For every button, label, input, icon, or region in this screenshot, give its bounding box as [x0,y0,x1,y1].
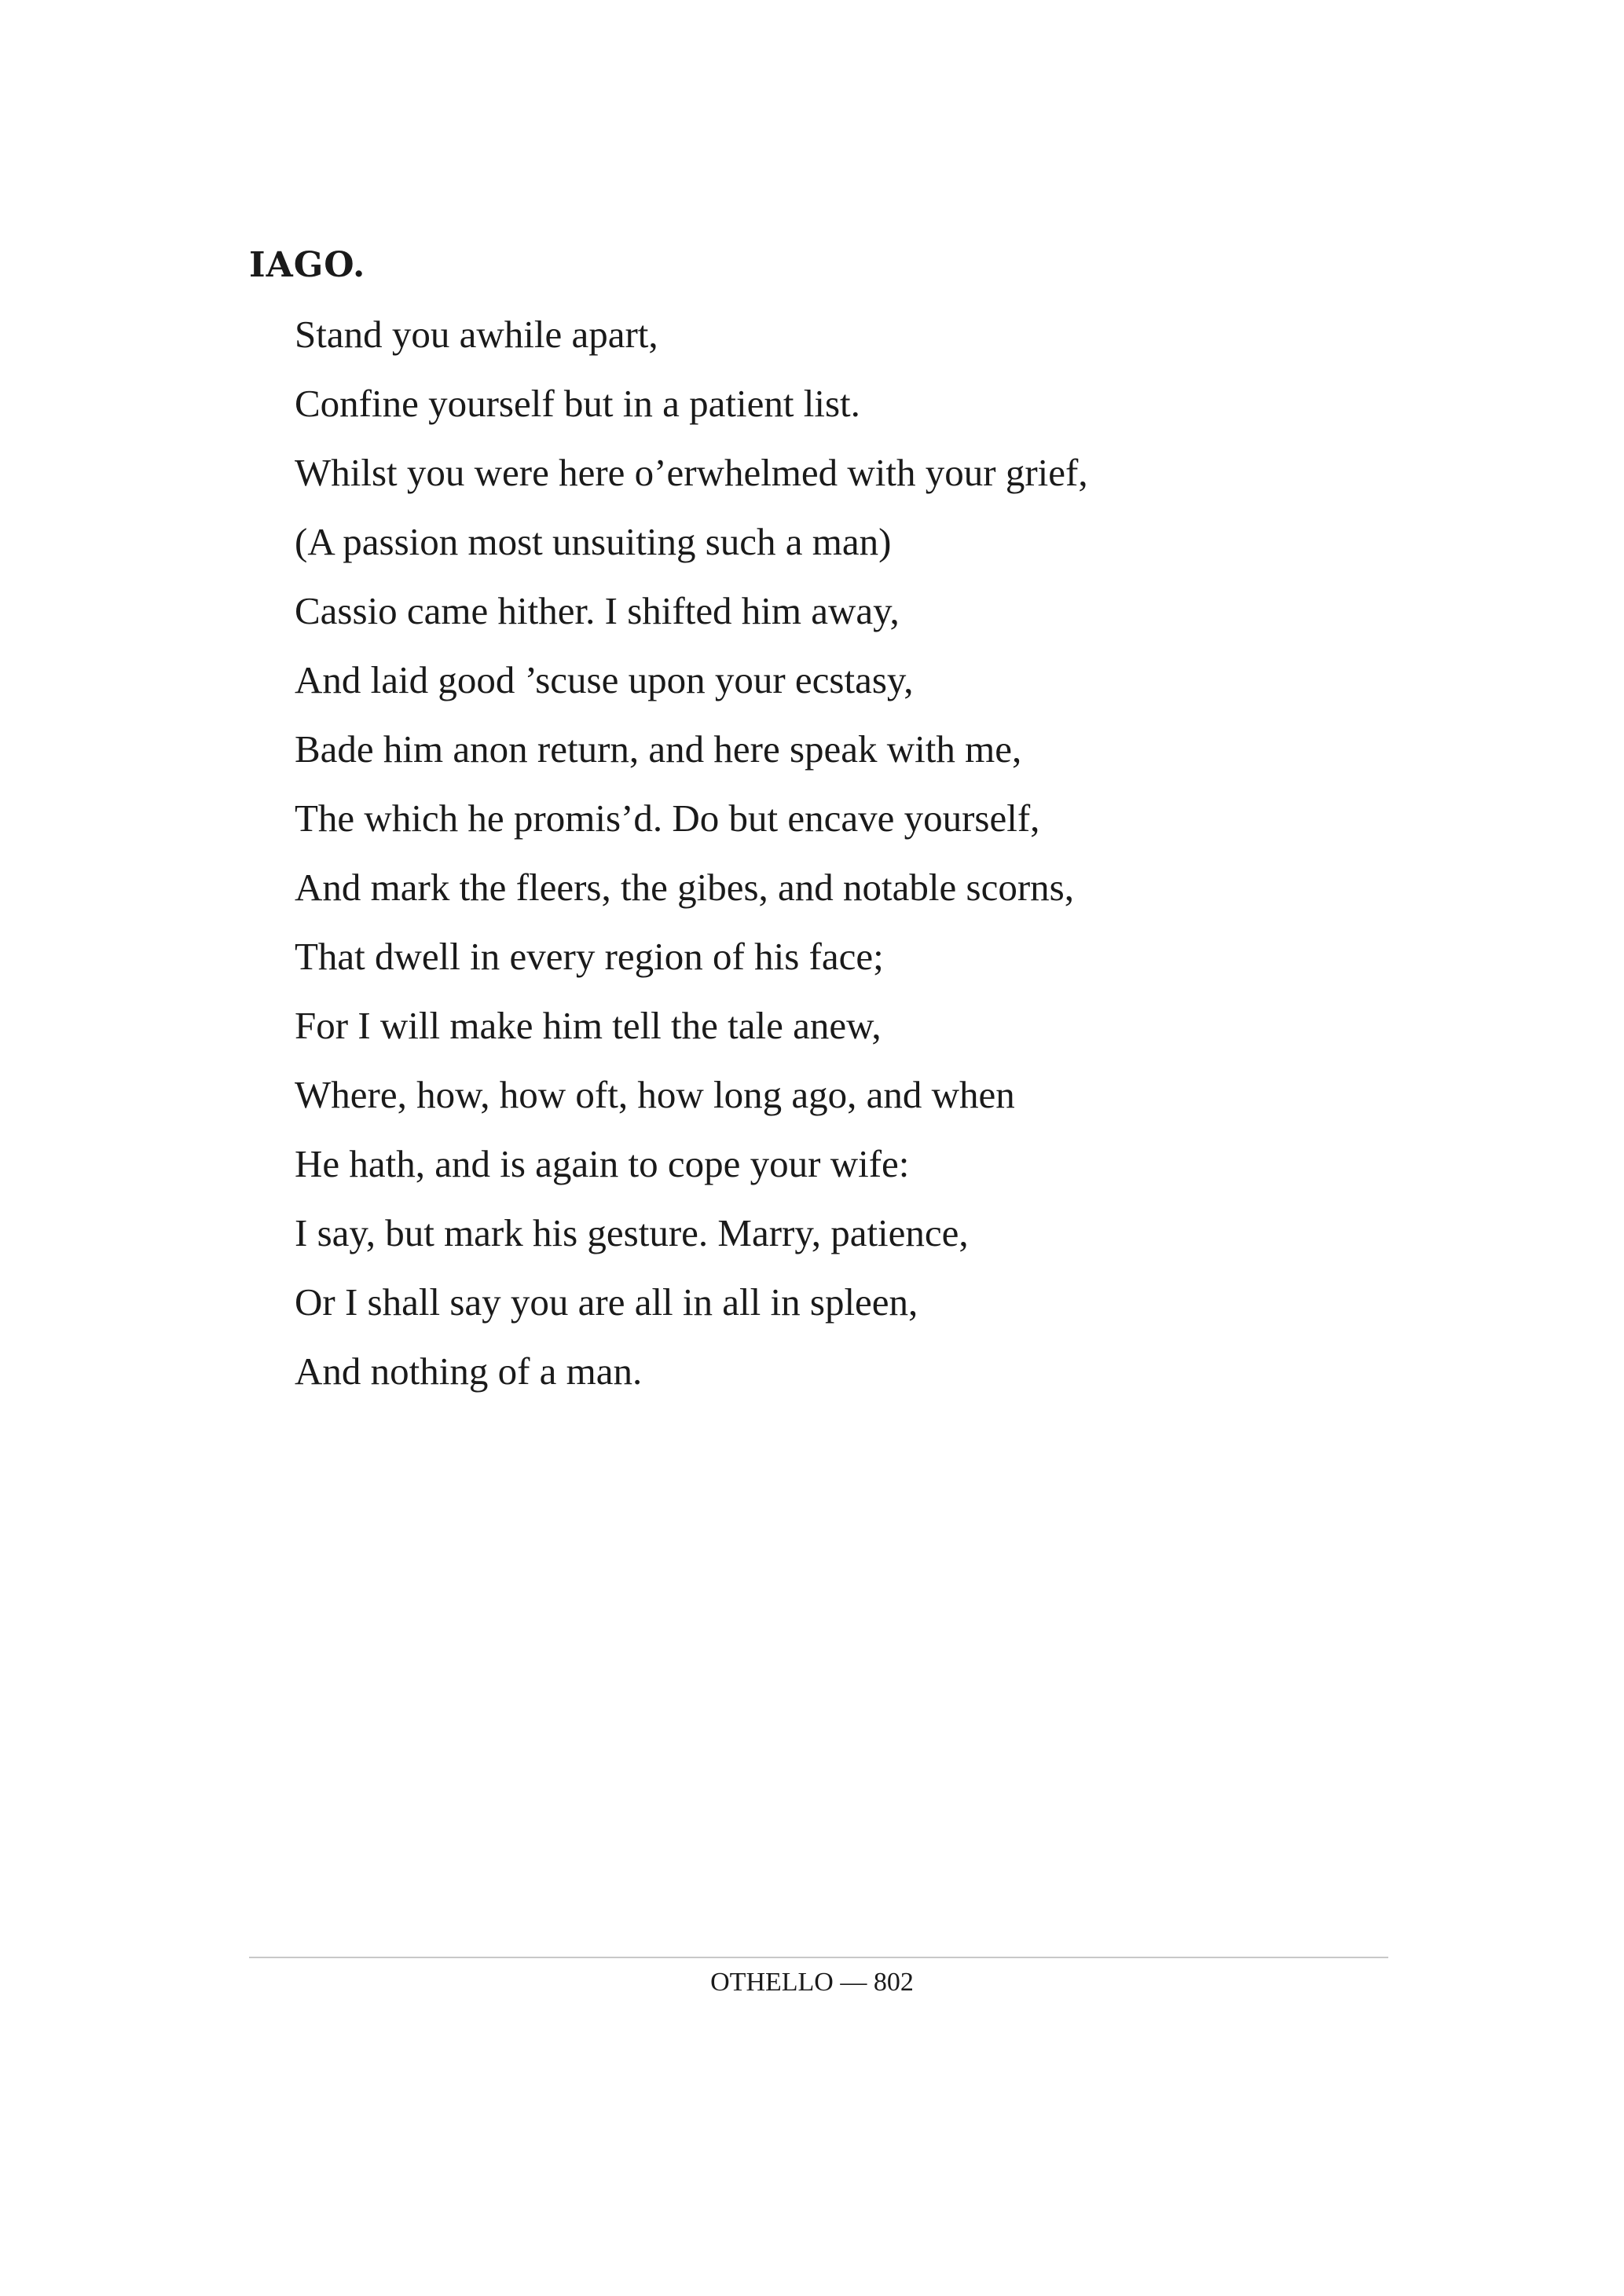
verse-block [295,311,1088,1417]
verse-line: And laid good ’scuse upon your ecstasy, [295,658,914,701]
verse-line: Where, how, how oft, how long ago, and when [295,1073,1015,1116]
verse-line: For I will make him tell the tale anew, [295,1004,882,1047]
verse-line: Or I shall say you are all in all in spleen, [295,1280,918,1324]
verse-line: I say, but mark his gesture. Marry, patience, [295,1211,969,1254]
verse-line: Whilst you were here o’erwhelmed with your grief, [295,451,1088,494]
verse-line: Cassio came hither. I shifted him away, [295,589,900,632]
verse-line: Bade him anon return, and here speak with me, [295,727,1022,771]
verse-line: Confine yourself but in a patient list. [295,382,860,425]
verse-line: That dwell in every region of his face; [295,935,884,978]
verse-line: Stand you awhile apart, [295,313,658,356]
verse-line: He hath, and is again to cope your wife: [295,1142,910,1185]
verse-line: And mark the fleers, the gibes, and notable scorns, [295,866,1074,909]
verse-line: The which he promis’d. Do but encave yourself, [295,796,1040,840]
verse-line: (A passion most unsuiting such a man) [295,520,892,563]
speaker-name: IAGO. [249,245,366,285]
footer-divider [249,1957,1388,1958]
page-footer: OTHELLO — 802 [710,1968,914,1997]
verse-line: And nothing of a man. [295,1349,643,1393]
